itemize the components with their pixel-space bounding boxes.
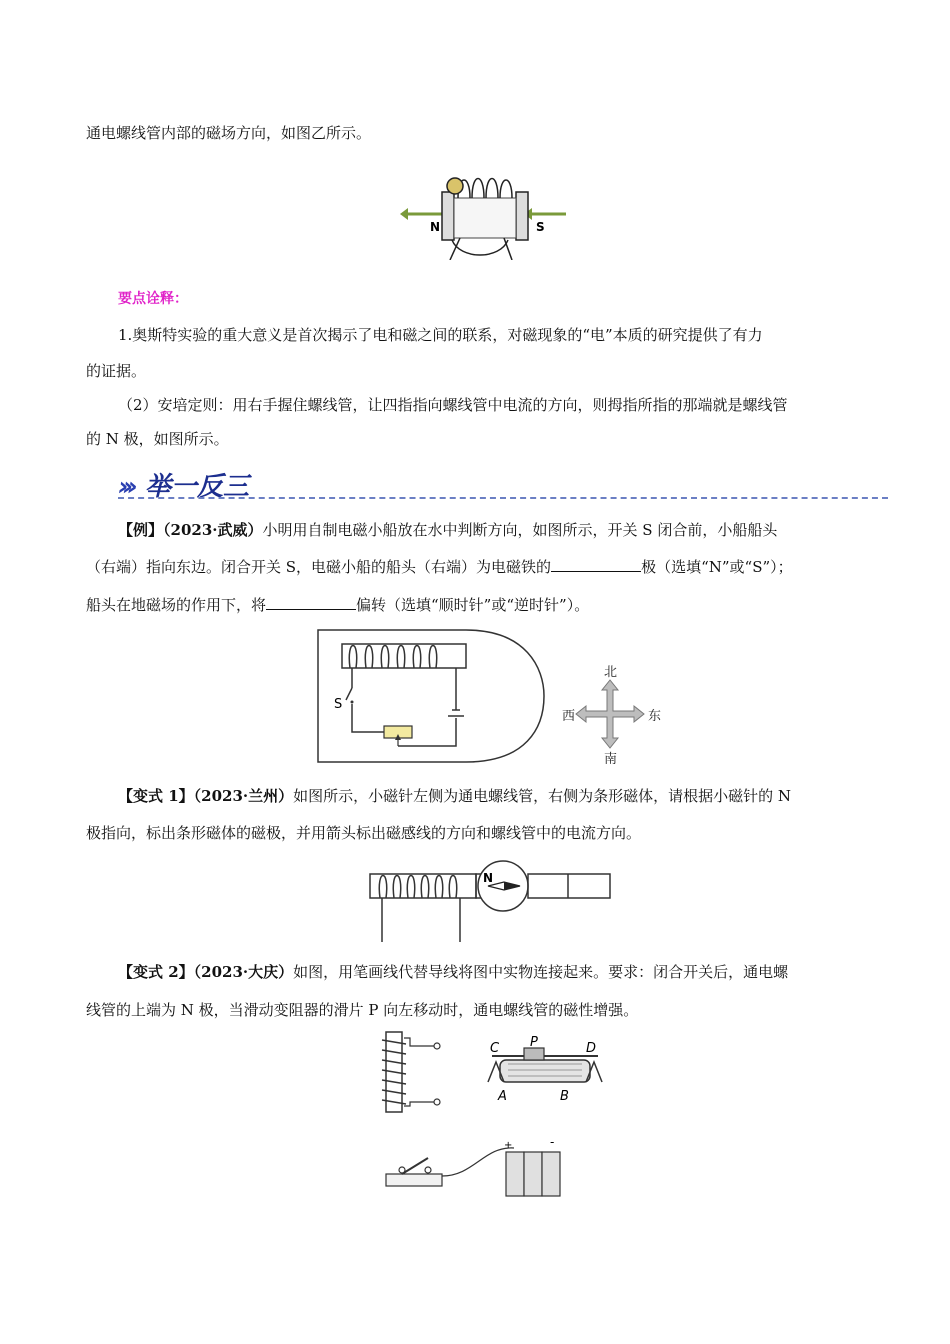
key-points-heading: 要点诠释：	[118, 291, 188, 307]
example-source: （2023·武威）	[163, 521, 263, 539]
battery-minus: -	[550, 1136, 555, 1149]
rheostat-figure	[482, 1034, 610, 1106]
solenoid-needle-figure	[368, 858, 614, 944]
rheostat-d: D	[586, 1041, 597, 1056]
rheostat-b: B	[560, 1089, 569, 1104]
switch-label: S	[334, 697, 343, 712]
compass-east: 东	[648, 709, 662, 724]
answer-blank-1[interactable]	[551, 557, 641, 572]
variant2-tag: 【变式 2】	[118, 963, 194, 981]
point1-line1: 1.奥斯特实验的重大意义是首次揭示了电和磁之间的联系，对磁现象的“电”本质的研究提供了有力	[118, 326, 763, 344]
section-banner	[118, 466, 249, 502]
banner-title: 举一反三	[144, 472, 249, 502]
example-tag: 【例】	[118, 521, 164, 539]
example-line1	[118, 520, 898, 540]
switch-battery-figure	[384, 1136, 564, 1200]
compass-south: 南	[604, 752, 618, 767]
variant2-line1	[118, 962, 898, 982]
variant1-text1: 如图所示，小磁针左侧为通电螺线管，右侧为条形磁体，请根据小磁针的 N	[293, 787, 792, 805]
example-line3	[86, 595, 866, 615]
fig-n-label: N	[430, 220, 441, 234]
point2-line1: （2）安培定则：用右手握住螺线管，让四指指向螺线管中电流的方向，则拇指所指的那端就是螺线管	[118, 396, 788, 414]
right-hand-rule-figure	[400, 168, 570, 260]
example-text3b: 偏转（选填“顺时针”或“逆时针”）。	[356, 596, 590, 614]
example-text1: 小明用自制电磁小船放在水中判断方向，如图所示，开关 S 闭合前，小船船头	[262, 521, 778, 539]
compass-north: 北	[604, 665, 618, 680]
needle-n-label: N	[483, 871, 494, 885]
variant2-line2: 线管的上端为 N 极，当滑动变阻器的滑片 P 向左移动时，通电螺线管的磁性增强。	[86, 1001, 639, 1019]
compass-figure	[562, 664, 672, 768]
answer-blank-2[interactable]	[266, 595, 356, 610]
variant2-text1: 如图，用笔画线代替导线将图中实物连接起来。要求：闭合开关后，通电螺	[293, 963, 789, 981]
example-text2b: 极（选填“N”或“S”）；	[641, 558, 793, 576]
boat-circuit-figure	[316, 628, 546, 766]
example-text2a: （右端）指向东边。闭合开关 S，电磁小船的船头（右端）为电磁铁的	[86, 558, 552, 576]
banner-divider	[118, 497, 888, 499]
rheostat-a: A	[498, 1089, 507, 1104]
battery-plus: +	[504, 1140, 513, 1151]
compass-west: 西	[562, 709, 576, 724]
variant1-source: （2023·兰州）	[193, 787, 294, 805]
point1-line2: 的证据。	[86, 362, 147, 380]
fig-s-label: S	[536, 220, 545, 234]
intro-line: 通电螺线管内部的磁场方向，如图乙所示。	[86, 124, 372, 142]
banner-arrows-icon: ›››	[118, 472, 133, 502]
rheostat-c: C	[490, 1041, 500, 1056]
variant1-line1	[118, 786, 898, 806]
variant1-tag: 【变式 1】	[118, 787, 194, 805]
variant1-line2: 极指向，标出条形磁体的磁极，并用箭头标出磁感线的方向和螺线管中的电流方向。	[86, 824, 642, 842]
rheostat-p: P	[530, 1035, 538, 1050]
point2-line2: 的 N 极，如图所示。	[86, 430, 229, 448]
variant2-source: （2023·大庆）	[193, 963, 294, 981]
example-line2	[86, 557, 866, 577]
example-text3a: 船头在地磁场的作用下，将	[86, 596, 267, 614]
vertical-solenoid-figure	[378, 1030, 444, 1114]
